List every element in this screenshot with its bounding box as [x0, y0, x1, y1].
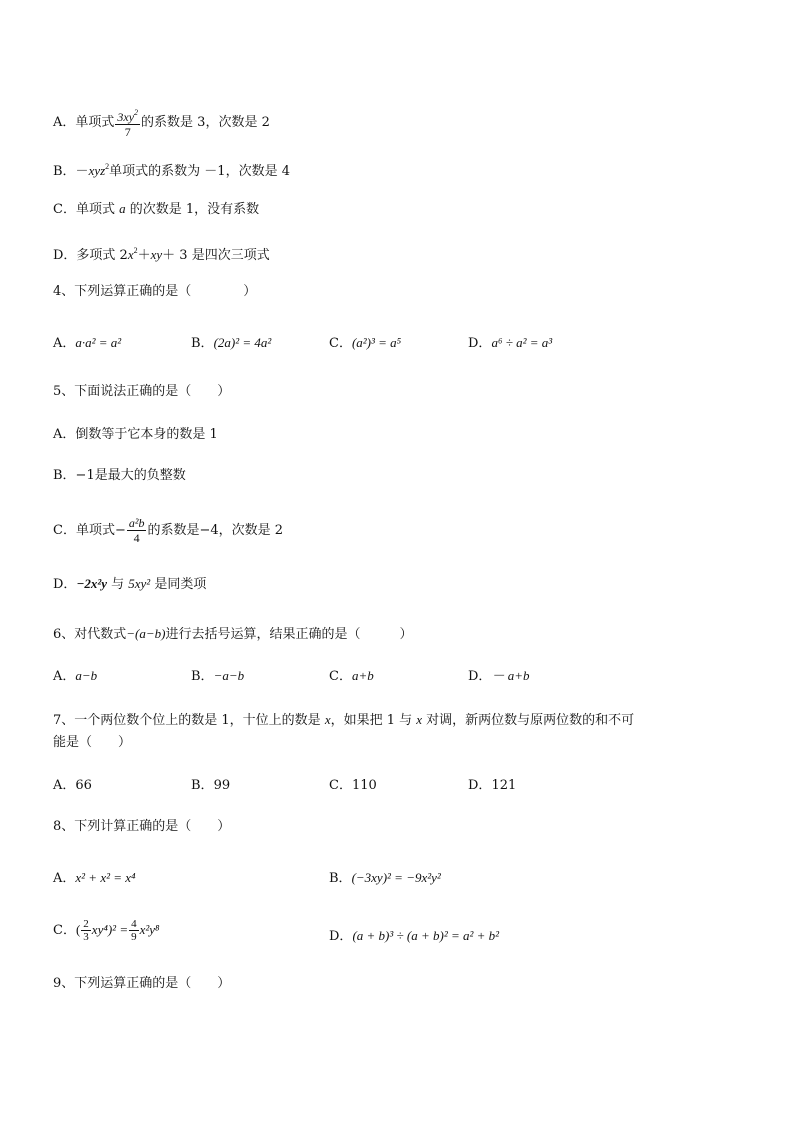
q7-c-value: 110 — [351, 778, 377, 793]
q8-b-label: B． — [329, 871, 352, 886]
q4-d-label: D． — [468, 336, 492, 351]
q6-stem — [53, 625, 413, 644]
q5-option-c — [53, 516, 283, 545]
q3-d-plus: ＋ — [137, 248, 151, 263]
q8-option-b — [329, 869, 441, 888]
q3-option-c — [53, 200, 259, 219]
q3-a-frac-num: 3xy — [117, 110, 135, 124]
q5-option-d — [53, 575, 206, 594]
q7-b-label: B． — [191, 778, 214, 793]
q6-option-c — [329, 667, 374, 686]
q8-c-frac1-num: 2 — [83, 918, 89, 930]
q8-c-frac1-den: 3 — [83, 931, 89, 943]
q4-b-label: B． — [191, 336, 214, 351]
q4-a-expr: a·a² = a² — [75, 335, 122, 350]
q7-option-b — [191, 777, 230, 795]
q8-a-expr: x² + x² = x⁴ — [75, 870, 136, 885]
q7-stem-mid: ，如果把 1 与 — [330, 713, 417, 728]
q8-c-open: ( — [75, 922, 81, 937]
q9-stem: 9、下列运算正确的是（ ） — [53, 976, 231, 991]
q6-b-label: B． — [191, 669, 214, 684]
q4-option-d — [468, 334, 552, 353]
q3-b-sup: 2 — [105, 162, 110, 171]
q7-stem-var1: x — [324, 712, 331, 727]
q4-b-expr: (2a)² = 4a² — [213, 335, 272, 350]
q5-c-prefix: C．单项式− — [53, 523, 126, 538]
q8-stem: 8、下列计算正确的是（ ） — [53, 819, 231, 834]
q7-stem-line1 — [53, 711, 634, 730]
q6-stem-prefix: 6、对代数式 — [53, 627, 127, 642]
q8-c-mid: xy⁴)² = — [91, 922, 129, 937]
q6-stem-expr: −(a−b) — [126, 626, 166, 641]
q8-d-label: D． — [329, 929, 353, 944]
q7-option-a — [53, 777, 92, 795]
q5-option-a: A．倒数等于它本身的数是 1 — [53, 427, 218, 442]
q4-option-a — [53, 334, 121, 353]
q5-c-suffix: 的系数是−4，次数是 2 — [147, 523, 284, 538]
q4-stem: 4、下列运算正确的是（ ） — [53, 284, 257, 299]
q5-d-suffix: 是同类项 — [150, 577, 207, 592]
q6-d-label: D． — [468, 669, 492, 684]
q5-c-fraction — [127, 516, 147, 545]
q7-b-value: 99 — [213, 778, 231, 793]
q8-a-label: A． — [53, 871, 76, 886]
q3-option-d — [53, 242, 270, 265]
q3-d-suffix: ＋ 3 是四次三项式 — [162, 248, 270, 263]
q3-c-var: a — [119, 201, 126, 216]
q7-c-label: C． — [329, 778, 352, 793]
q3-option-b — [53, 158, 290, 181]
q7-stem-suffix: 对调，新两位数与原两位数的和不可 — [422, 713, 635, 728]
q8-option-a — [53, 869, 136, 888]
q5-d-prefix: D． — [53, 577, 77, 592]
q5-option-b: B．−1是最大的负整数 — [53, 468, 186, 483]
q7-option-c — [329, 777, 377, 795]
q6-stem-suffix: 进行去括号运算，结果正确的是（ ） — [165, 627, 413, 642]
q6-c-label: C． — [329, 669, 352, 684]
q3-d-x: x — [127, 247, 134, 262]
q3-option-a — [53, 106, 270, 139]
q8-c-frac2-num: 4 — [131, 918, 137, 930]
q4-option-c — [329, 334, 401, 353]
q7-a-value: 66 — [75, 778, 92, 793]
q3-a-prefix: A．单项式 — [53, 115, 115, 130]
q8-c-fraction1 — [81, 918, 91, 943]
q8-option-d — [329, 927, 499, 946]
q5-d-mid: 与 — [106, 577, 129, 592]
q6-option-a — [53, 667, 97, 686]
q6-d-expr: － a+b — [491, 668, 530, 683]
q3-a-frac-sup: 2 — [134, 108, 139, 117]
q8-c-label: C． — [53, 923, 76, 938]
q7-stem-prefix: 7、一个两位数个位上的数是 1，十位上的数是 — [53, 713, 325, 728]
q7-d-value: 121 — [491, 778, 517, 793]
q4-option-b — [191, 334, 271, 353]
q3-b-suffix: 单项式的系数为 －1，次数是 4 — [109, 164, 290, 179]
q3-d-xy: xy — [150, 247, 163, 262]
q6-option-d — [468, 667, 529, 686]
q4-a-label: A． — [53, 336, 76, 351]
q3-b-prefix: B．－ — [53, 164, 89, 179]
q8-c-tail: x²y⁸ — [139, 922, 160, 937]
q7-d-label: D． — [468, 778, 492, 793]
q8-option-c — [53, 918, 160, 943]
q6-option-b — [191, 667, 244, 686]
q3-a-suffix: 的系数是 3，次数是 2 — [141, 115, 270, 130]
q4-c-label: C． — [329, 336, 352, 351]
q3-c-suffix: 的次数是 1，没有系数 — [129, 202, 260, 217]
q3-c-prefix: C．单项式 — [53, 202, 115, 217]
q6-a-label: A． — [53, 669, 76, 684]
q8-d-expr: (a + b)³ ÷ (a + b)² = a² + b² — [352, 928, 500, 943]
q5-stem: 5、下面说法正确的是（ ） — [53, 384, 231, 399]
q8-c-frac2-den: 9 — [131, 931, 137, 943]
q7-stem-var2: x — [416, 712, 423, 727]
q4-d-expr: a⁶ ÷ a² = a³ — [491, 335, 553, 350]
q7-a-label: A． — [53, 778, 76, 793]
q8-c-fraction2 — [129, 918, 139, 943]
q5-d-expr1: −2x²y — [76, 576, 107, 591]
q4-c-expr: (a²)³ = a⁵ — [351, 335, 402, 350]
q6-c-expr: a+b — [351, 668, 374, 683]
q3-d-sup: 2 — [133, 246, 138, 255]
q3-b-expr: xyz — [88, 163, 106, 178]
q8-b-expr: (−3xy)² = −9x²y² — [351, 870, 441, 885]
q6-a-expr: a−b — [75, 668, 98, 683]
q3-a-frac-den: 7 — [124, 125, 131, 139]
q7-stem-line2: 能是（ ） — [53, 735, 132, 750]
q5-d-expr2: 5xy² — [128, 576, 151, 591]
q6-b-expr: −a−b — [213, 668, 245, 683]
q3-a-fraction — [115, 106, 140, 139]
q7-option-d — [468, 777, 516, 795]
q3-d-prefix: D．多项式 2 — [53, 248, 128, 263]
q5-c-frac-num: a²b — [128, 516, 145, 530]
q5-c-frac-den: 4 — [133, 531, 140, 545]
